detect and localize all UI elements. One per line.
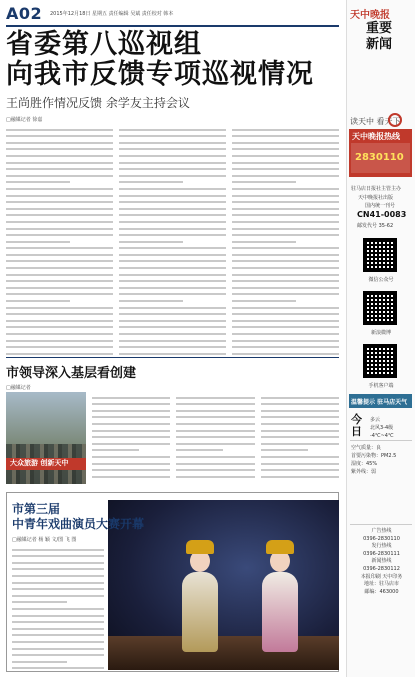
text-line	[6, 155, 113, 157]
text-line	[232, 129, 339, 131]
text-line	[6, 267, 113, 269]
photo-banner-text: 大众旅游 创新天中	[10, 459, 69, 467]
text-line	[6, 175, 113, 177]
text-line	[176, 410, 254, 412]
text-line	[232, 320, 339, 322]
air-quality-block: 空气质量：良 首要污染物：PM2.5 湿度：45% 紫外线：弱	[351, 445, 397, 475]
text-line	[119, 188, 226, 190]
text-line	[261, 416, 339, 418]
text-line	[119, 293, 226, 295]
text-line	[119, 287, 226, 289]
text-line	[232, 353, 339, 355]
text-line	[6, 280, 113, 282]
text-line	[176, 423, 254, 425]
text-line	[12, 582, 104, 584]
text-line	[261, 476, 339, 478]
text-line	[92, 430, 170, 432]
text-line	[261, 403, 339, 405]
text-line	[232, 280, 339, 282]
text-line	[119, 155, 226, 157]
text-line	[176, 456, 254, 458]
hotline-ad-number: 2830110	[355, 152, 404, 163]
text-line	[12, 549, 104, 551]
masthead	[6, 4, 346, 26]
text-line	[232, 181, 296, 183]
page-number: A02	[6, 4, 43, 23]
text-line	[6, 326, 113, 328]
text-line	[232, 188, 339, 190]
text-line	[176, 463, 254, 465]
weather-today-label: 今 日	[351, 413, 362, 438]
text-line	[232, 340, 339, 342]
weather-banner-text: 温馨提示 驻马店天气	[351, 399, 408, 406]
text-line	[232, 208, 339, 210]
postal-code: 邮发代号 35-62	[357, 223, 394, 229]
text-line	[232, 214, 339, 216]
text-line	[119, 340, 226, 342]
text-line	[232, 221, 339, 223]
text-line	[119, 148, 226, 150]
text-line	[176, 397, 254, 399]
text-line	[6, 293, 113, 295]
text-line	[119, 267, 226, 269]
text-line	[232, 135, 339, 137]
text-line	[261, 469, 339, 471]
text-line	[119, 142, 226, 144]
opera-byline: □融媒记者 杨 颖 文/图 飞 图	[12, 537, 77, 543]
text-line	[92, 416, 170, 418]
second-body-text	[92, 392, 339, 484]
wechat-qr-label: 微信公众号	[368, 277, 394, 283]
text-line	[232, 142, 339, 144]
text-line	[92, 410, 170, 412]
opera-column	[12, 544, 104, 670]
text-line	[232, 247, 339, 249]
text-line	[6, 208, 113, 210]
text-line	[12, 654, 104, 656]
text-line	[176, 416, 254, 418]
text-line	[6, 313, 113, 315]
text-line	[232, 155, 339, 157]
text-line	[6, 320, 113, 322]
lead-column-2	[119, 124, 226, 356]
second-byline: □融媒记者	[6, 385, 31, 391]
text-line	[119, 175, 226, 177]
text-line	[6, 340, 113, 342]
text-line	[232, 267, 339, 269]
text-line	[92, 443, 170, 445]
text-line	[92, 476, 170, 478]
text-line	[232, 175, 339, 177]
text-line	[261, 430, 339, 432]
text-line	[176, 449, 223, 451]
text-line	[119, 201, 226, 203]
text-line	[6, 247, 113, 249]
text-line	[261, 443, 339, 445]
text-line	[176, 476, 254, 478]
text-line	[119, 260, 226, 262]
text-line	[119, 300, 183, 302]
text-line	[232, 195, 339, 197]
text-line	[6, 287, 113, 289]
text-line	[6, 353, 113, 355]
text-line	[12, 555, 104, 557]
text-line	[12, 661, 67, 663]
second-story-photo	[6, 392, 86, 484]
lead-column-1	[6, 124, 113, 356]
text-line	[12, 648, 104, 650]
text-line	[92, 397, 170, 399]
text-line	[119, 346, 226, 348]
text-line	[12, 601, 67, 603]
text-line	[261, 397, 339, 399]
opera-headline[interactable]	[12, 502, 144, 532]
text-line	[176, 403, 254, 405]
text-line	[6, 181, 70, 183]
text-line	[119, 353, 226, 355]
masthead-rule	[6, 25, 339, 27]
text-line	[12, 562, 104, 564]
text-line	[92, 423, 170, 425]
text-line	[261, 423, 339, 425]
lead-headline-line1[interactable]: 省委第八巡视组	[6, 29, 202, 60]
text-line	[232, 287, 339, 289]
performer-figure	[178, 542, 222, 652]
text-line	[232, 254, 339, 256]
contact-block: 广告热线 0396-2830110 发行热线 0396-2830111 新闻热线 0396-2830112 本报印刷 天中印务 地址：驻马店市 邮编：463000	[360, 528, 403, 595]
sidebar-divider	[350, 524, 412, 525]
text-line	[261, 456, 339, 458]
publisher-label: 驻马店日报社主管主办	[351, 186, 402, 192]
text-line	[119, 307, 226, 309]
text-line	[12, 628, 104, 630]
opera-headline-line2: 中青年戏曲演员大赛开幕	[12, 517, 145, 531]
text-line	[92, 403, 170, 405]
text-line	[12, 667, 104, 669]
app-qr-icon[interactable]	[363, 344, 397, 378]
text-line	[12, 575, 104, 577]
text-line	[6, 162, 113, 164]
weather-detail: 多云 北风3-4级 -4℃~4℃	[370, 417, 394, 439]
text-line	[119, 254, 226, 256]
text-line	[232, 241, 296, 243]
text-line	[232, 293, 339, 295]
hotline-ad-title: 天中晚报热线	[352, 132, 400, 141]
text-line	[232, 307, 339, 309]
text-line	[119, 195, 226, 197]
text-line	[6, 274, 113, 276]
text-line	[12, 615, 104, 617]
lead-headline-line2[interactable]: 向我市反馈专项巡视情况	[6, 59, 314, 90]
text-line	[119, 168, 226, 170]
text-line	[119, 181, 183, 183]
text-line	[176, 469, 254, 471]
text-line	[92, 449, 139, 451]
text-line	[6, 214, 113, 216]
text-line	[119, 221, 226, 223]
sidebar-divider	[350, 440, 412, 441]
text-line	[232, 201, 339, 203]
section-title: 重要 新闻	[365, 21, 392, 52]
app-qr-label: 手机客户端	[368, 383, 394, 389]
text-line	[6, 234, 113, 236]
text-line	[6, 135, 113, 137]
text-line	[6, 168, 113, 170]
serial-number: CN41-0083	[357, 210, 407, 219]
text-line	[119, 280, 226, 282]
text-line	[232, 326, 339, 328]
text-line	[119, 313, 226, 315]
text-line	[261, 449, 308, 451]
text-line	[176, 430, 254, 432]
slogan-text: 读天中 看天下	[350, 117, 401, 126]
text-line	[6, 307, 113, 309]
text-line	[261, 436, 339, 438]
text-line	[232, 274, 339, 276]
text-line	[6, 221, 113, 223]
performer-figure	[258, 542, 302, 652]
text-line	[92, 456, 170, 458]
text-line	[6, 300, 70, 302]
publisher-sub: 天中晚报社出版	[358, 195, 394, 201]
brand-logo: 天中晚报	[350, 10, 390, 21]
text-line	[12, 621, 104, 623]
text-line	[6, 129, 113, 131]
text-line	[12, 641, 104, 643]
weibo-qr-label: 新浪微博	[370, 330, 391, 336]
text-line	[261, 410, 339, 412]
text-line	[6, 188, 113, 190]
text-line	[232, 300, 296, 302]
text-line	[119, 129, 226, 131]
text-line	[232, 313, 339, 315]
text-line	[176, 443, 254, 445]
text-line	[6, 346, 113, 348]
text-line	[232, 162, 339, 164]
text-line	[176, 436, 254, 438]
text-line	[232, 148, 339, 150]
text-line	[232, 228, 339, 230]
lead-byline: □融媒记者 徐嘉	[6, 117, 43, 123]
text-line	[119, 162, 226, 164]
text-line	[232, 234, 339, 236]
text-line	[119, 333, 226, 335]
text-line	[92, 469, 170, 471]
text-line	[232, 346, 339, 348]
opera-headline-line1: 市第三届	[12, 502, 61, 516]
text-line	[119, 241, 183, 243]
text-line	[12, 568, 104, 570]
text-line	[119, 214, 226, 216]
text-line	[232, 168, 339, 170]
stage-floor	[108, 636, 339, 670]
dateline: 2015年12月18日 星期五 责任编辑 吴斌 责任校对 韩本	[50, 11, 174, 17]
serial-label: 国内统一刊号	[365, 203, 396, 209]
second-column-3	[261, 392, 339, 484]
text-line	[119, 326, 226, 328]
second-headline[interactable]: 市领导深入基层看创建	[6, 366, 137, 381]
text-line	[119, 247, 226, 249]
text-line	[119, 274, 226, 276]
text-line	[6, 201, 113, 203]
second-column-2	[176, 392, 254, 484]
text-line	[12, 588, 104, 590]
lead-subhead: 王尚胜作情况反馈 余学友主持会议	[6, 96, 190, 110]
text-line	[6, 241, 70, 243]
text-line	[119, 234, 226, 236]
text-line	[6, 254, 113, 256]
text-line	[92, 436, 170, 438]
text-line	[6, 142, 113, 144]
text-line	[119, 135, 226, 137]
lead-column-3	[232, 124, 339, 356]
text-line	[6, 333, 113, 335]
text-line	[119, 320, 226, 322]
text-line	[119, 208, 226, 210]
text-line	[12, 634, 104, 636]
slogan-bar	[350, 116, 412, 127]
text-line	[6, 260, 113, 262]
section-divider	[6, 357, 339, 358]
text-line	[6, 148, 113, 150]
text-line	[6, 195, 113, 197]
text-line	[6, 228, 113, 230]
wechat-qr-icon[interactable]	[363, 238, 397, 272]
text-line	[232, 260, 339, 262]
brand-mark-icon	[388, 113, 402, 127]
text-line	[92, 463, 170, 465]
text-line	[232, 333, 339, 335]
text-line	[119, 228, 226, 230]
weibo-qr-icon[interactable]	[363, 291, 397, 325]
opera-body-text	[12, 544, 104, 670]
lead-body-text	[6, 124, 339, 356]
text-line	[12, 595, 104, 597]
text-line	[12, 608, 104, 610]
second-column-1	[92, 392, 170, 484]
text-line	[261, 463, 339, 465]
